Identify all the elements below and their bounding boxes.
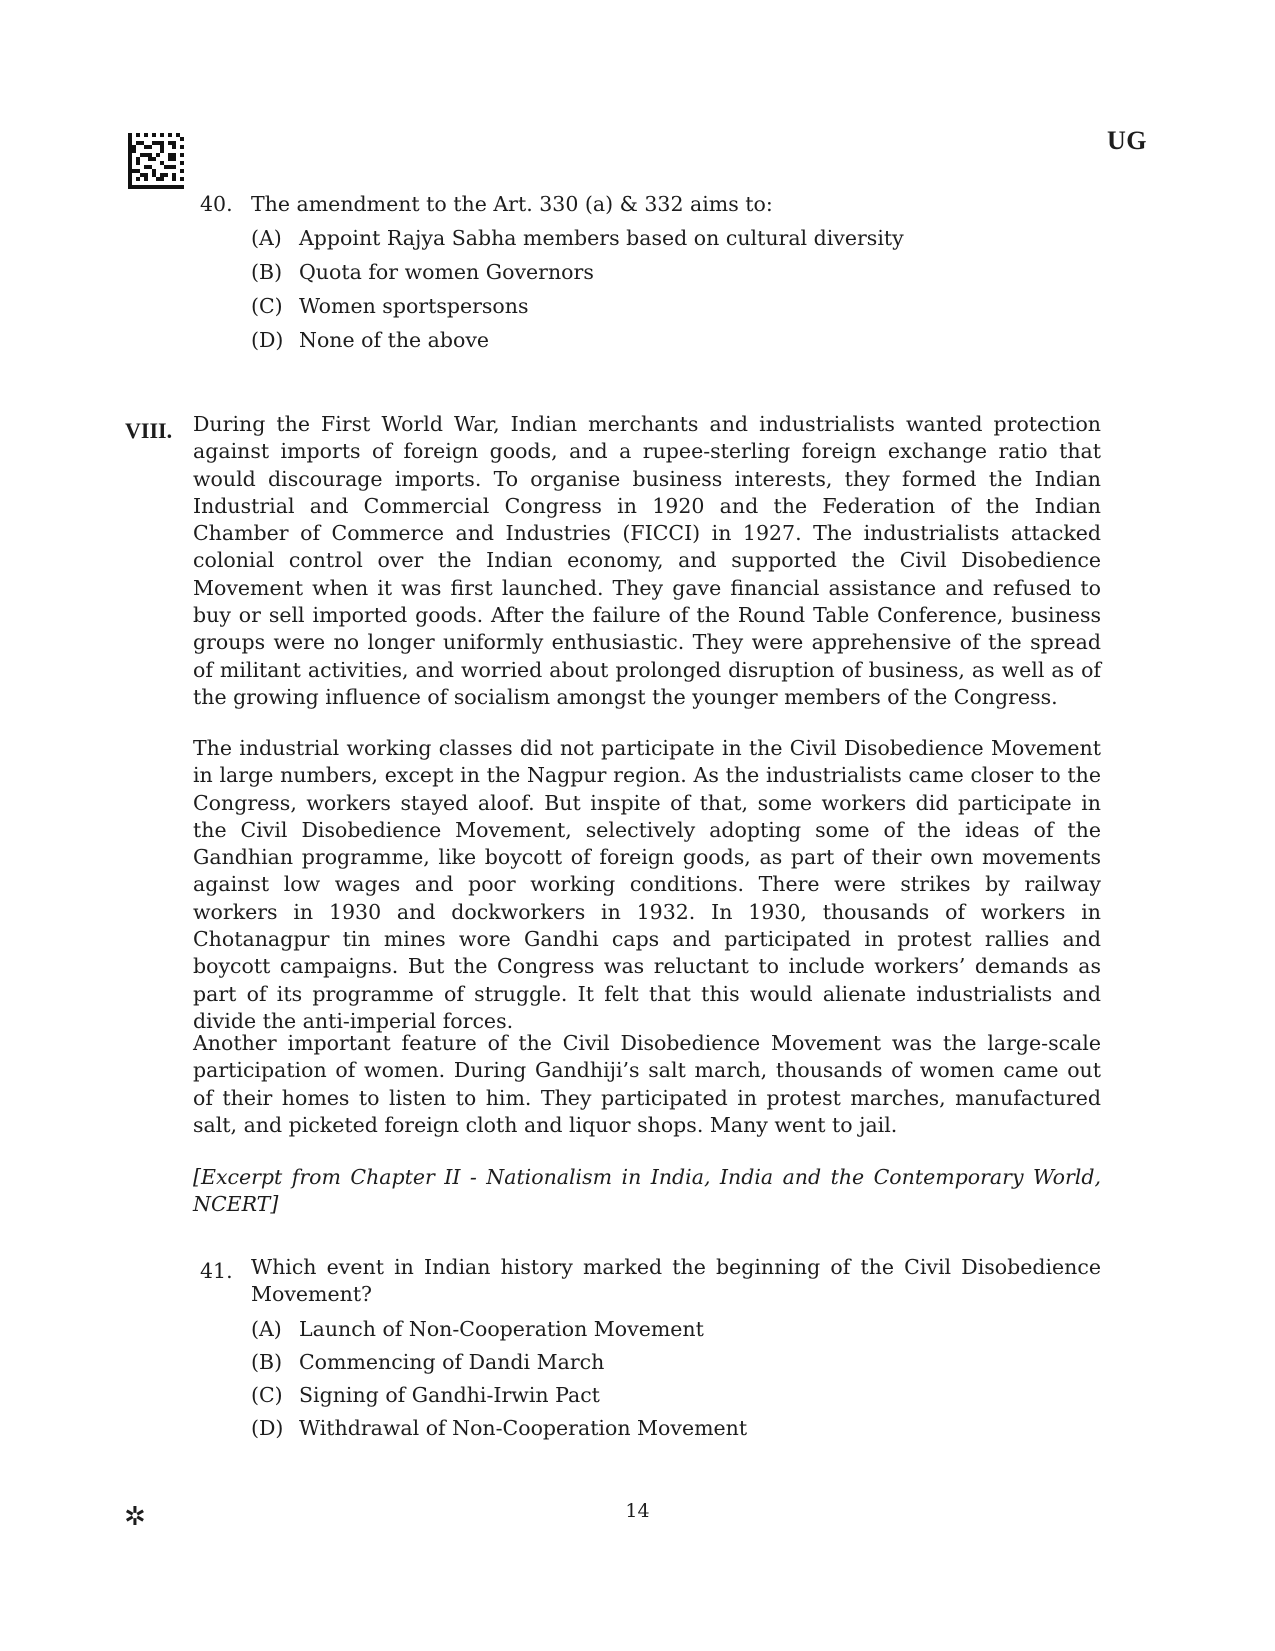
page-number: 14 [625, 1500, 650, 1522]
option-d[interactable] [251, 323, 489, 357]
option-text: Women sportspersons [299, 294, 529, 318]
question-stem: The amendment to the Art. 330 (a) & 332 aims to: [251, 192, 773, 216]
option-label: (D) [251, 328, 284, 352]
option-text: Commencing of Dandi March [299, 1350, 605, 1374]
passage-paragraph-1: During the First World War, Indian merchants and industrialists wanted protection against imports of foreign goods, and a rupee-sterling foreign exchange ratio that would discourage imports. To organise business interests, they formed the Indian Industrial and Commercial Congress in 1920 and the Federation of the Indian Chamber of Commerce and Industries (FICCI) in 1927. The industrialists attacked colonial control over the Indian economy, and supported the Civil Disobedience Movement when it was first launched. They gave financial assistance and refused to buy or sell imported goods. After the failure of the Round Table Conference, business groups were no longer uniformly enthusiastic. They were apprehensive of the spread of militant activities, and worried about prolonged disruption of business, as well as of the growing influence of socialism amongst the younger members of the Congress. [193, 412, 1101, 709]
option-text: Quota for women Governors [299, 260, 594, 284]
asterisk-icon: ✲ [124, 1502, 146, 1532]
option-label: (B) [251, 260, 283, 284]
option-text: Signing of Gandhi-Irwin Pact [299, 1383, 600, 1407]
option-b[interactable] [251, 255, 594, 289]
exam-code: UG [1107, 126, 1147, 155]
option-label: (C) [251, 1383, 283, 1407]
option-text: Launch of Non-Cooperation Movement [299, 1317, 704, 1341]
option-c[interactable] [251, 1378, 600, 1412]
option-label: (A) [251, 226, 282, 250]
option-label: (C) [251, 294, 283, 318]
option-a[interactable] [251, 1312, 704, 1346]
question-number: 40. [200, 192, 233, 216]
option-text: Appoint Rajya Sabha members based on cultural diversity [299, 226, 904, 250]
option-text: None of the above [299, 328, 490, 352]
passage-citation: [Excerpt from Chapter II - Nationalism in India, India and the Contemporary World, NCERT] [193, 1165, 1101, 1217]
barcode-icon [128, 133, 184, 189]
option-label: (A) [251, 1317, 282, 1341]
option-d[interactable] [251, 1411, 747, 1445]
passage-paragraph-3: Another important feature of the Civil Disobedience Movement was the large-scale participation of women. During Gandhiji’s salt march, thousands of women came out of their homes to listen to him. They participated in protest marches, manufactured salt, and picketed foreign cloth and liquor shops. Many went to jail. [193, 1031, 1101, 1137]
option-c[interactable] [251, 289, 529, 323]
passage-paragraph-2: The industrial working classes did not participate in the Civil Disobedience Movement in large numbers, except in the Nagpur region. As the industrialists came closer to the Congress, workers stayed aloof. But inspite of that, some workers did participate in the Civil Disobedience Movement, selectively adopting some of the ideas of the Gandhian programme, like boycott of foreign goods, as part of their own movements against low wages and poor working conditions. There were strikes by railway workers in 1930 and dockworkers in 1932. In 1930, thousands of workers in Chotanagpur tin mines wore Gandhi caps and participated in protest rallies and boycott campaigns. But the Congress was reluctant to include workers’ demands as part of its programme of struggle. It felt that this would alienate industrialists and divide the anti-imperial forces. [193, 736, 1101, 1033]
option-label: (D) [251, 1416, 284, 1440]
option-b[interactable] [251, 1345, 604, 1379]
question-number: 41. [200, 1259, 233, 1283]
option-text: Withdrawal of Non-Cooperation Movement [299, 1416, 748, 1440]
option-label: (B) [251, 1350, 283, 1374]
question-stem: Which event in Indian history marked the beginning of the Civil Disobedience Movement? [251, 1255, 1101, 1306]
option-a[interactable] [251, 221, 904, 255]
section-label: VIII. [125, 418, 173, 443]
